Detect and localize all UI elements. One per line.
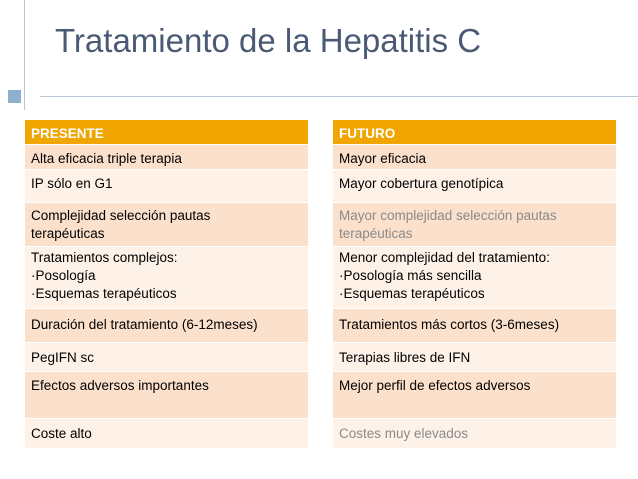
table-row bbox=[333, 371, 616, 418]
table-row bbox=[25, 169, 308, 202]
table-row bbox=[333, 202, 616, 246]
table-row bbox=[25, 144, 308, 169]
cell-text: Mayor complejidad selección pautas terapéuticas bbox=[339, 207, 557, 241]
cell-text: Efectos adversos importantes bbox=[31, 377, 209, 393]
cell-text: Menor complejidad del tratamiento: ·Posología más sencilla ·Esquemas terapéuticos bbox=[339, 249, 550, 301]
cell-text: Coste alto bbox=[31, 425, 92, 441]
table-header-row bbox=[25, 120, 308, 144]
table-row bbox=[25, 202, 308, 246]
decor-square bbox=[8, 90, 21, 103]
cell-text: Costes muy elevados bbox=[339, 425, 469, 441]
decor-vertical-line bbox=[24, 0, 25, 110]
cell-text: PegIFN sc bbox=[31, 349, 95, 365]
cell-text: Terapias libres de IFN bbox=[339, 349, 471, 365]
cell-text: Tratamientos más cortos (3-6meses) bbox=[339, 316, 560, 332]
table-row bbox=[25, 246, 308, 308]
table-row bbox=[333, 169, 616, 202]
cell-text: IP sólo en G1 bbox=[31, 175, 113, 191]
slide-title: Tratamiento de la Hepatitis C bbox=[55, 22, 482, 59]
cell-text: Mayor cobertura genotípica bbox=[339, 175, 504, 191]
cell-text: Mayor eficacia bbox=[339, 150, 427, 166]
table-header-row bbox=[333, 120, 616, 144]
cell-text: Alta eficacia triple terapia bbox=[31, 150, 182, 166]
title-divider bbox=[40, 96, 638, 97]
table-row bbox=[333, 246, 616, 308]
table-presente bbox=[25, 120, 308, 449]
table-row bbox=[333, 342, 616, 371]
table-row bbox=[25, 418, 308, 448]
cell-text: Mejor perfil de efectos adversos bbox=[339, 377, 531, 393]
table-row bbox=[333, 418, 616, 448]
table-row bbox=[25, 308, 308, 342]
header-presente: PRESENTE bbox=[25, 120, 308, 144]
cell-text: Tratamientos complejos: ·Posología ·Esquemas terapéuticos bbox=[31, 249, 178, 301]
header-futuro: FUTURO bbox=[333, 120, 616, 144]
table-row bbox=[333, 308, 616, 342]
table-futuro bbox=[333, 120, 616, 449]
cell-text: Complejidad selección pautas terapéuticas bbox=[31, 207, 211, 241]
table-row bbox=[333, 144, 616, 169]
table-row bbox=[25, 371, 308, 418]
cell-text: Duración del tratamiento (6-12meses) bbox=[31, 316, 258, 332]
table-row bbox=[25, 342, 308, 371]
